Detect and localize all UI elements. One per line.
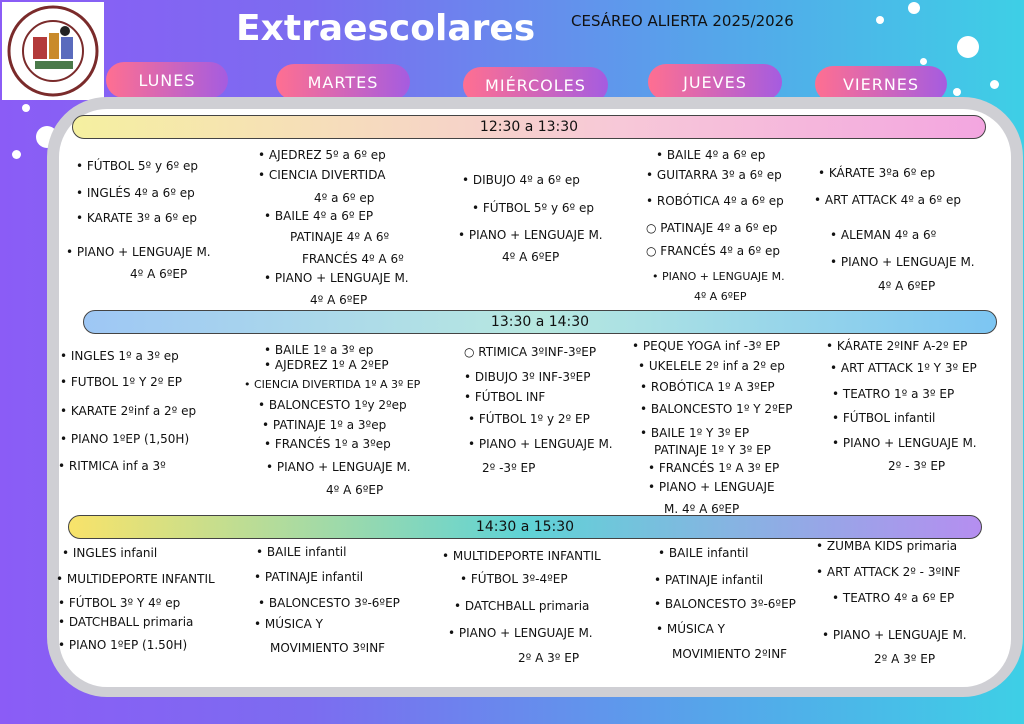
decor-bubble	[953, 88, 961, 96]
activity-item: • ART ATTACK 1º Y 3º EP	[830, 361, 977, 375]
activity-item: • AJEDREZ 5º a 6º ep	[258, 148, 386, 162]
activity-item: • KARATE 3º a 6º ep	[76, 211, 197, 225]
activity-item: • FUTBOL 1º Y 2º EP	[60, 375, 183, 389]
activity-item: • FÚTBOL 3º Y 4º ep	[58, 596, 181, 610]
activity-item: • PIANO + LENGUAJE M.	[822, 628, 967, 642]
decor-bubble	[920, 58, 927, 65]
activity-item: • PIANO + LENGUAJE	[648, 480, 775, 494]
activity-item: • PIANO + LENGUAJE M.	[66, 245, 211, 259]
activity-item: 4º A 6ºEP	[130, 267, 188, 281]
activity-item: • MULTIDEPORTE INFANTIL	[56, 572, 215, 586]
activity-item: • PEQUE YOGA inf -3º EP	[632, 339, 781, 353]
activity-item: • BAILE infantil	[658, 546, 749, 560]
decor-bubble	[876, 16, 884, 24]
activity-item: M. 4º A 6ºEP	[664, 502, 740, 516]
activity-item: ○ FRANCÉS 4º a 6º ep	[646, 244, 780, 258]
school-year-subtitle: CESÁREO ALIERTA 2025/2026	[571, 12, 794, 30]
activity-item: • BAILE 1º a 3º ep	[264, 343, 374, 357]
activity-item: 2º -3º EP	[482, 461, 536, 475]
activity-item: • DATCHBALL primaria	[454, 599, 590, 613]
decor-bubble	[22, 104, 30, 112]
activity-item: • FÚTBOL infantil	[832, 411, 936, 425]
day-header-martes: MARTES	[276, 64, 410, 100]
activity-item: • DIBUJO 4º a 6º ep	[462, 173, 580, 187]
activity-item: • PIANO + LENGUAJE M.	[830, 255, 975, 269]
decor-bubble	[990, 80, 999, 89]
activity-item: 4º A 6ºEP	[310, 293, 368, 307]
activity-item: 2º - 3º EP	[888, 459, 946, 473]
activity-item: • BALONCESTO 3º-6ºEP	[258, 596, 400, 610]
activity-item: • INGLES 1º a 3º ep	[60, 349, 179, 363]
activity-item: MOVIMIENTO 2ºINF	[672, 647, 788, 661]
activity-item: • TEATRO 1º a 3º EP	[832, 387, 955, 401]
activity-item: • PIANO 1ºEP (1.50H)	[58, 638, 188, 652]
activity-item: • ART ATTACK 2º - 3ºINF	[816, 565, 961, 579]
activity-item: • BAILE 4º a 6º EP	[264, 209, 374, 223]
activity-item: • PIANO + LENGUAJE M.	[264, 271, 409, 285]
time-slot-bar: 12:30 a 13:30	[72, 115, 986, 139]
activity-item: • INGLES infanil	[62, 546, 158, 560]
activity-item: • CIENCIA DIVERTIDA 1º A 3º EP	[244, 378, 421, 391]
day-header-jueves: JUEVES	[648, 64, 782, 100]
activity-item: • ROBÓTICA 4º a 6º ep	[646, 194, 784, 208]
activity-item: • PATINAJE infantil	[654, 573, 764, 587]
activity-item: 4º A 6ºEP	[694, 290, 747, 303]
activity-item: • RITMICA inf a 3º	[58, 459, 166, 473]
activity-item: • FRANCÉS 1º A 3º EP	[648, 461, 780, 475]
activity-item: • PIANO + LENGUAJE M.	[448, 626, 593, 640]
activity-item: 4º a 6º ep	[314, 191, 375, 205]
activity-item: • FRANCÉS 1º a 3ºep	[264, 437, 391, 451]
activity-item: • FÚTBOL INF	[464, 390, 546, 404]
activity-item: MOVIMIENTO 3ºINF	[270, 641, 386, 655]
activity-item: • MULTIDEPORTE INFANTIL	[442, 549, 601, 563]
activity-item: • GUITARRA 3º a 6º ep	[646, 168, 782, 182]
school-logo-emblem	[5, 3, 101, 99]
activity-item: • MÚSICA Y	[656, 622, 725, 636]
activity-item: 2º A 3º EP	[518, 651, 580, 665]
activity-item: • INGLÉS 4º a 6º ep	[76, 186, 195, 200]
activity-item: 4º A 6ºEP	[502, 250, 560, 264]
activity-item: 4º A 6ºEP	[878, 279, 936, 293]
activity-item: ○ PATINAJE 4º a 6º ep	[646, 221, 778, 235]
activity-item: • FÚTBOL 5º y 6º ep	[76, 159, 198, 173]
activity-item: FRANCÉS 4º A 6º	[302, 252, 404, 266]
day-header-miercoles: MIÉRCOLES	[463, 67, 608, 103]
activity-item: • KARATE 2ºinf a 2º ep	[60, 404, 197, 418]
page-title: Extraescolares	[236, 8, 536, 49]
activity-item: • KÁRATE 3ºa 6º ep	[818, 166, 936, 180]
activity-item: • BAILE infantil	[256, 545, 347, 559]
activity-item: • PIANO + LENGUAJE M.	[266, 460, 411, 474]
activity-item: • BALONCESTO 3º-6ºEP	[654, 597, 796, 611]
decor-bubble	[957, 36, 979, 58]
activity-item: • FÚTBOL 5º y 6º ep	[472, 201, 594, 215]
activity-item: • FÚTBOL 1º y 2º EP	[468, 412, 590, 426]
activity-item: • DIBUJO 3º INF-3ºEP	[464, 370, 591, 384]
activity-item: • PIANO + LENGUAJE M.	[458, 228, 603, 242]
activity-item: • KÁRATE 2ºINF A-2º EP	[826, 339, 968, 353]
activity-item: • PIANO 1ºEP (1,50H)	[60, 432, 190, 446]
activity-item: • BAILE 4º a 6º ep	[656, 148, 766, 162]
activity-item: • ROBÓTICA 1º A 3ºEP	[640, 380, 775, 394]
activity-item: • AJEDREZ 1º A 2ºEP	[264, 358, 389, 372]
decor-bubble	[12, 150, 21, 159]
activity-item: • PATINAJE infantil	[254, 570, 364, 584]
time-slot-bar: 14:30 a 15:30	[68, 515, 982, 539]
school-logo	[2, 2, 104, 100]
time-slot-bar: 13:30 a 14:30	[83, 310, 997, 334]
activity-item: • BAILE 1º Y 3º EP	[640, 426, 750, 440]
activity-item: • ZUMBA KIDS primaria	[816, 539, 958, 553]
activity-item: • MÚSICA Y	[254, 617, 323, 631]
activity-item: • PATINAJE 1º a 3ºep	[262, 418, 387, 432]
activity-item: • TEATRO 4º a 6º EP	[832, 591, 955, 605]
activity-item: • BALONCESTO 1º Y 2ºEP	[640, 402, 793, 416]
activity-item: • PIANO + LENGUAJE M.	[652, 270, 785, 283]
activity-item: • UKELELE 2º inf a 2º ep	[638, 359, 785, 373]
activity-item: 4º A 6ºEP	[326, 483, 384, 497]
activity-item: • CIENCIA DIVERTIDA	[258, 168, 386, 182]
activity-item: ○ RTIMICA 3ºINF-3ºEP	[464, 345, 597, 359]
day-header-viernes: VIERNES	[815, 66, 947, 102]
activity-item: • ALEMAN 4º a 6º	[830, 228, 937, 242]
activity-item: • DATCHBALL primaria	[58, 615, 194, 629]
activity-item: • PIANO + LENGUAJE M.	[832, 436, 977, 450]
activity-item: • FÚTBOL 3º-4ºEP	[460, 572, 568, 586]
activity-item: • ART ATTACK 4º a 6º ep	[814, 193, 961, 207]
activity-item: • BALONCESTO 1ºy 2ºep	[258, 398, 407, 412]
activity-item: • PIANO + LENGUAJE M.	[468, 437, 613, 451]
activity-item: PATINAJE 4º A 6º	[290, 230, 390, 244]
activity-item: 2º A 3º EP	[874, 652, 936, 666]
decor-bubble	[908, 2, 920, 14]
activity-item: PATINAJE 1º Y 3º EP	[654, 443, 771, 457]
day-header-lunes: LUNES	[106, 62, 228, 98]
